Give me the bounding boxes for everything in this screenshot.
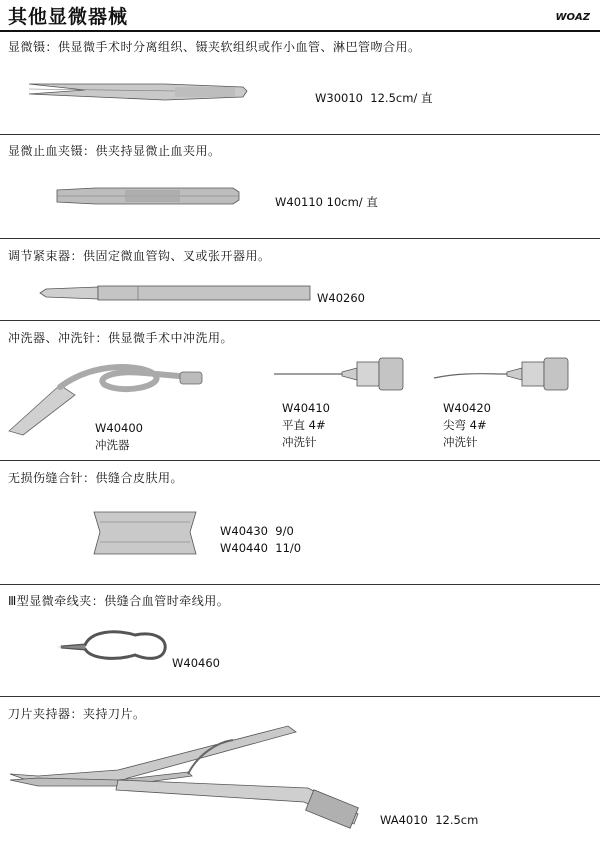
product-W40110: W40110 10cm/ 直: [275, 195, 378, 209]
tightener-image: [38, 283, 318, 303]
divider: [0, 134, 600, 135]
divider: [0, 320, 600, 321]
section-desc-clip-forceps: 显微止血夹镊：供夹持显微止血夹用。: [8, 144, 221, 158]
divider: [0, 696, 600, 697]
micro-forceps-image: [25, 78, 255, 108]
product-W40400: W40400 冲洗器: [95, 421, 143, 452]
clip-forceps-image: [55, 182, 245, 210]
section-desc-suture-clamp: Ⅲ型显微牵线夹：供缝合血管时牵线用。: [8, 594, 230, 608]
product-W40420: W40420 尖弯 4# 冲洗针: [443, 401, 491, 449]
product-W40460: W40460: [172, 656, 220, 670]
section-desc-irrigator: 冲洗器、冲洗针：供显微手术中冲洗用。: [8, 331, 234, 345]
section-desc-tightener: 调节紧束器：供固定微血管钩、叉或张开器用。: [8, 249, 271, 263]
curved-needle-image: [432, 352, 582, 392]
blade-holder-image: [8, 718, 363, 828]
product-W40430: W40430 9/0: [220, 524, 294, 538]
section-desc-blade-holder: 刀片夹持器：夹持刀片。: [8, 707, 146, 721]
divider: [0, 584, 600, 585]
divider: [0, 238, 600, 239]
product-W40260: W40260: [317, 291, 365, 305]
section-desc-suture-needle: 无损伤缝合针：供缝合皮肤用。: [8, 471, 184, 485]
straight-needle-image: [272, 352, 412, 392]
page-title: 其他显微器械: [8, 6, 129, 28]
product-WA4010: WA4010 12.5cm: [380, 813, 479, 827]
divider: [0, 30, 600, 32]
product-W40440: W40440 11/0: [220, 541, 302, 555]
product-W30010: W30010 12.5cm/ 直: [315, 91, 433, 105]
section-desc-forceps: 显微镊：供显微手术时分离组织、镊夹软组织或作小血管、淋巴管吻合用。: [8, 40, 421, 54]
suture-needle-card-image: [90, 508, 200, 558]
brand-mark: WOAZ: [555, 12, 590, 23]
divider: [0, 460, 600, 461]
product-W40410: W40410 平直 4# 冲洗针: [282, 401, 330, 449]
suture-clamp-image: [55, 625, 170, 665]
